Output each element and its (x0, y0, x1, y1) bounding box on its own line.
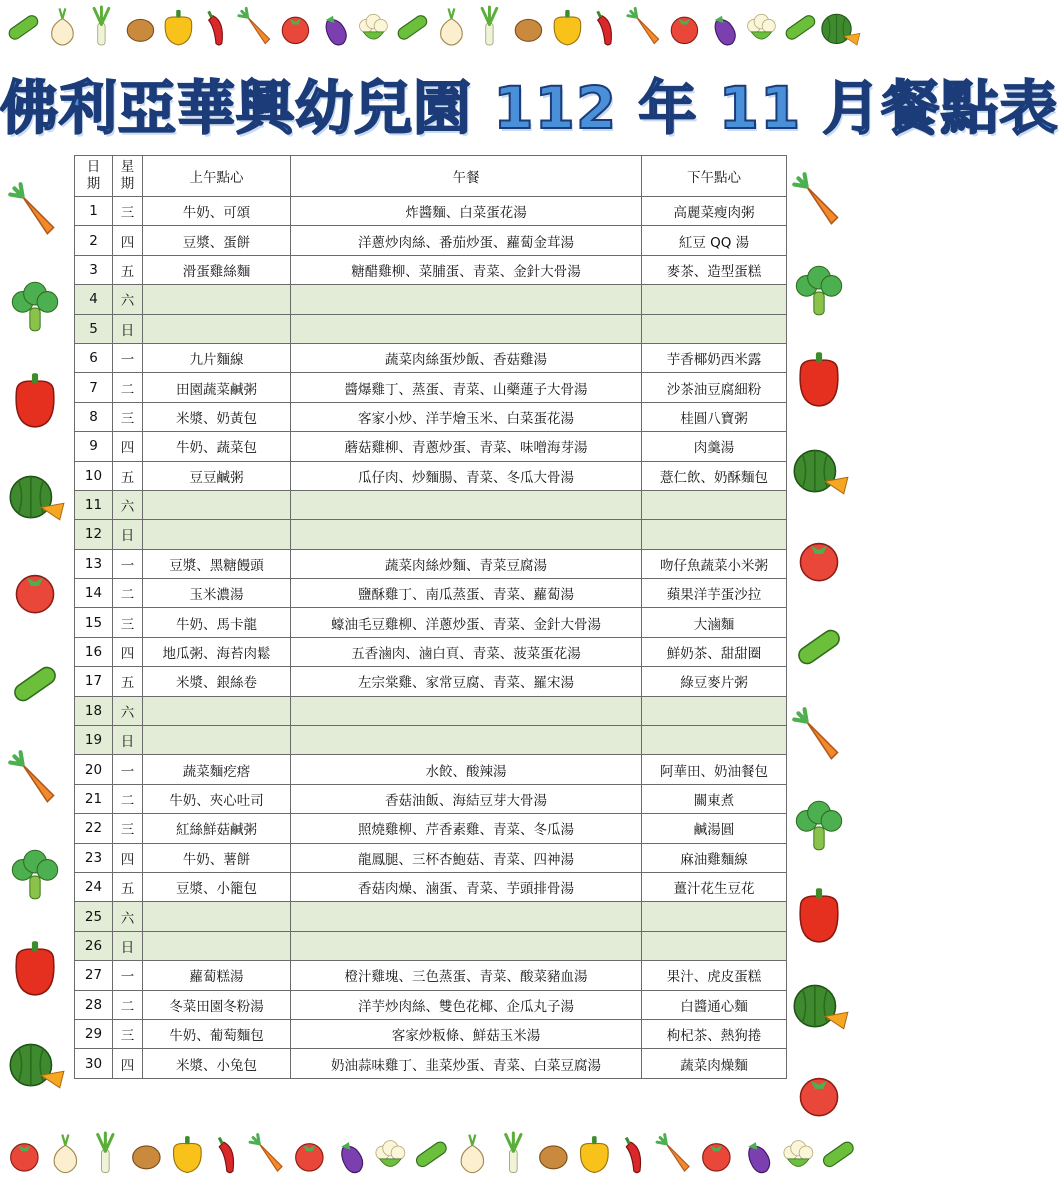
lunch-cell (291, 726, 642, 755)
lunch-cell: 香菇肉燥、滷蛋、青菜、芋頭排骨湯 (291, 872, 642, 901)
tomato-icon (786, 1060, 856, 1130)
lunch-cell: 鹽酥雞丁、南瓜蒸蛋、青菜、蘿蔔湯 (291, 579, 642, 608)
table-row (75, 490, 787, 519)
weekday-cell: 三 (113, 608, 143, 637)
morning-snack-cell (143, 726, 291, 755)
table-row (75, 549, 787, 578)
morning-snack-cell: 豆漿、小籠包 (143, 872, 291, 901)
weekday-cell: 一 (113, 961, 143, 990)
lunch-cell: 橙汁雞塊、三色蒸蛋、青菜、酸菜豬血湯 (291, 961, 642, 990)
weekday-cell: 一 (113, 549, 143, 578)
morning-snack-cell: 米漿、奶黃包 (143, 402, 291, 431)
lunch-cell (291, 902, 642, 931)
lunch-cell: 炸醬麵、白菜蛋花湯 (291, 197, 642, 226)
weekday-cell: 六 (113, 490, 143, 519)
morning-snack-cell: 滑蛋雞絲麵 (143, 255, 291, 284)
table-row (75, 667, 787, 696)
table-row (75, 726, 787, 755)
weekday-cell: 五 (113, 255, 143, 284)
carrot-icon (786, 168, 856, 238)
pumpkin-icon (2, 462, 72, 532)
pumpkin-icon (786, 971, 856, 1041)
date-cell: 10 (75, 461, 113, 490)
date-cell: 4 (75, 285, 113, 314)
date-cell: 11 (75, 490, 113, 519)
table-row (75, 814, 787, 843)
afternoon-snack-cell (642, 902, 787, 931)
table-row (75, 432, 787, 461)
date-cell: 6 (75, 343, 113, 372)
cucumber-icon (786, 614, 856, 684)
weekday-cell: 六 (113, 902, 143, 931)
weekday-cell: 五 (113, 667, 143, 696)
red-pepper-icon (2, 935, 72, 1005)
carrot-icon (2, 178, 72, 248)
morning-snack-cell: 地瓜粥、海苔肉鬆 (143, 637, 291, 666)
weekday-cell: 四 (113, 1049, 143, 1078)
weekday-cell: 五 (113, 872, 143, 901)
weekday-cell: 六 (113, 285, 143, 314)
table-row (75, 931, 787, 960)
afternoon-snack-cell: 綠豆麥片粥 (642, 667, 787, 696)
bottom-vegetable-border (0, 1126, 855, 1198)
header-lunch: 午餐 (291, 156, 642, 197)
afternoon-snack-cell: 鮮奶茶、甜甜圈 (642, 637, 787, 666)
morning-snack-cell: 豆漿、黑糖饅頭 (143, 549, 291, 578)
lunch-cell (291, 285, 642, 314)
weekday-cell: 四 (113, 843, 143, 872)
weekday-cell: 四 (113, 432, 143, 461)
date-cell: 19 (75, 726, 113, 755)
weekday-cell: 六 (113, 696, 143, 725)
lunch-cell: 瓜仔肉、炒麵腸、青菜、冬瓜大骨湯 (291, 461, 642, 490)
table-row (75, 197, 787, 226)
header-morning-snack: 上午點心 (143, 156, 291, 197)
date-cell: 21 (75, 784, 113, 813)
weekday-cell: 三 (113, 402, 143, 431)
afternoon-snack-cell: 芋香椰奶西米露 (642, 343, 787, 372)
afternoon-snack-cell (642, 520, 787, 549)
morning-snack-cell: 蔬菜麵疙瘩 (143, 755, 291, 784)
weekday-cell: 日 (113, 314, 143, 343)
lunch-cell: 醬爆雞丁、蒸蛋、青菜、山藥蓮子大骨湯 (291, 373, 642, 402)
weekday-cell: 五 (113, 461, 143, 490)
tomato-icon (2, 557, 72, 627)
carrot-icon (786, 703, 856, 773)
afternoon-snack-cell: 吻仔魚蔬菜小米粥 (642, 549, 787, 578)
date-cell: 7 (75, 373, 113, 402)
weekday-cell: 一 (113, 755, 143, 784)
table-row (75, 843, 787, 872)
afternoon-snack-cell (642, 726, 787, 755)
table-row (75, 226, 787, 255)
weekday-cell: 二 (113, 373, 143, 402)
morning-snack-cell: 牛奶、葡萄麵包 (143, 1019, 291, 1048)
table-row (75, 285, 787, 314)
date-cell: 18 (75, 696, 113, 725)
page-title: 佛利亞華興幼兒園 112 年 11 月餐點表 (0, 74, 1059, 142)
table-row (75, 755, 787, 784)
header-date: 日 期 (75, 156, 113, 197)
lunch-cell: 左宗棠雞、家常豆腐、青菜、羅宋湯 (291, 667, 642, 696)
morning-snack-cell: 紅絲鮮菇鹹粥 (143, 814, 291, 843)
table-row (75, 373, 787, 402)
table-row (75, 579, 787, 608)
lunch-cell: 洋蔥炒肉絲、番茄炒蛋、蘿蔔金茸湯 (291, 226, 642, 255)
lunch-cell: 水餃、酸辣湯 (291, 755, 642, 784)
weekday-cell: 三 (113, 814, 143, 843)
afternoon-snack-cell: 蘋果洋芋蛋沙拉 (642, 579, 787, 608)
date-cell: 30 (75, 1049, 113, 1078)
weekday-cell: 二 (113, 579, 143, 608)
date-cell: 28 (75, 990, 113, 1019)
table-row (75, 961, 787, 990)
afternoon-snack-cell: 果汁、虎皮蛋糕 (642, 961, 787, 990)
morning-snack-cell: 冬菜田園冬粉湯 (143, 990, 291, 1019)
weekday-cell: 四 (113, 637, 143, 666)
table-row (75, 1019, 787, 1048)
date-cell: 16 (75, 637, 113, 666)
afternoon-snack-cell (642, 314, 787, 343)
pumpkin-icon (816, 4, 863, 55)
afternoon-snack-cell: 大滷麵 (642, 608, 787, 637)
afternoon-snack-cell: 關東煮 (642, 784, 787, 813)
red-pepper-icon (2, 367, 72, 437)
table-row (75, 637, 787, 666)
morning-snack-cell: 田園蔬菜鹹粥 (143, 373, 291, 402)
pumpkin-icon (786, 436, 856, 506)
table-row (75, 1049, 787, 1078)
pumpkin-icon (2, 1030, 72, 1100)
afternoon-snack-cell: 白醬通心麵 (642, 990, 787, 1019)
morning-snack-cell: 玉米濃湯 (143, 579, 291, 608)
table-row (75, 696, 787, 725)
afternoon-snack-cell: 薏仁飲、奶酥麵包 (642, 461, 787, 490)
table-row (75, 872, 787, 901)
table-row (75, 608, 787, 637)
date-cell: 2 (75, 226, 113, 255)
lunch-cell: 客家小炒、洋芋燴玉米、白菜蛋花湯 (291, 402, 642, 431)
date-cell: 14 (75, 579, 113, 608)
lunch-cell: 客家炒粄條、鮮菇玉米湯 (291, 1019, 642, 1048)
date-cell: 9 (75, 432, 113, 461)
lunch-cell: 香菇油飯、海結豆芽大骨湯 (291, 784, 642, 813)
lunch-cell (291, 520, 642, 549)
afternoon-snack-cell: 紅豆 QQ 湯 (642, 226, 787, 255)
morning-snack-cell (143, 285, 291, 314)
date-cell: 17 (75, 667, 113, 696)
date-cell: 27 (75, 961, 113, 990)
table-header-row (75, 156, 787, 197)
weekday-cell: 四 (113, 226, 143, 255)
afternoon-snack-cell: 薑汁花生豆花 (642, 872, 787, 901)
weekday-cell: 日 (113, 726, 143, 755)
weekday-cell: 二 (113, 990, 143, 1019)
cucumber-icon (2, 651, 72, 721)
header-weekday: 星 期 (113, 156, 143, 197)
morning-snack-cell (143, 520, 291, 549)
morning-snack-cell (143, 490, 291, 519)
weekday-cell: 三 (113, 1019, 143, 1048)
weekday-cell: 三 (113, 197, 143, 226)
date-cell: 29 (75, 1019, 113, 1048)
lunch-cell: 照燒雞柳、芹香素雞、青菜、冬瓜湯 (291, 814, 642, 843)
morning-snack-cell: 蘿蔔糕湯 (143, 961, 291, 990)
date-cell: 1 (75, 197, 113, 226)
date-cell: 26 (75, 931, 113, 960)
lunch-cell: 糖醋雞柳、菜脯蛋、青菜、金針大骨湯 (291, 255, 642, 284)
header-afternoon-snack: 下午點心 (642, 156, 787, 197)
afternoon-snack-cell (642, 696, 787, 725)
lunch-cell: 龍鳳腿、三杯杏鮑菇、青菜、四神湯 (291, 843, 642, 872)
table-row (75, 461, 787, 490)
weekday-cell: 二 (113, 784, 143, 813)
date-cell: 15 (75, 608, 113, 637)
lunch-cell: 奶油蒜味雞丁、韭菜炒蛋、青菜、白菜豆腐湯 (291, 1049, 642, 1078)
meal-table-body (75, 197, 787, 1079)
lunch-cell: 蠔油毛豆雞柳、洋蔥炒蛋、青菜、金針大骨湯 (291, 608, 642, 637)
lunch-cell: 五香滷肉、滷白頁、青菜、菠菜蛋花湯 (291, 637, 642, 666)
date-cell: 8 (75, 402, 113, 431)
afternoon-snack-cell (642, 490, 787, 519)
morning-snack-cell: 牛奶、馬卡龍 (143, 608, 291, 637)
broccoli-icon (2, 273, 72, 343)
afternoon-snack-cell: 蔬菜肉燥麵 (642, 1049, 787, 1078)
broccoli-icon (786, 257, 856, 327)
table-row (75, 314, 787, 343)
weekday-cell: 一 (113, 343, 143, 372)
table-row (75, 784, 787, 813)
tomato-icon (786, 525, 856, 595)
afternoon-snack-cell: 沙茶油豆腐細粉 (642, 373, 787, 402)
meal-table (74, 155, 787, 1079)
morning-snack-cell: 米漿、小兔包 (143, 1049, 291, 1078)
broccoli-icon (2, 841, 72, 911)
afternoon-snack-cell: 麥茶、造型蛋糕 (642, 255, 787, 284)
table-row (75, 990, 787, 1019)
morning-snack-cell: 九片麵線 (143, 343, 291, 372)
morning-snack-cell: 豆豆鹹粥 (143, 461, 291, 490)
afternoon-snack-cell: 枸杞茶、熱狗捲 (642, 1019, 787, 1048)
afternoon-snack-cell: 桂圓八寶粥 (642, 402, 787, 431)
lunch-cell: 蘑菇雞柳、青蔥炒蛋、青菜、味噌海芽湯 (291, 432, 642, 461)
morning-snack-cell: 牛奶、可頌 (143, 197, 291, 226)
lunch-cell (291, 314, 642, 343)
lunch-cell (291, 490, 642, 519)
afternoon-snack-cell: 阿華田、奶油餐包 (642, 755, 787, 784)
afternoon-snack-cell: 高麗菜瘦肉粥 (642, 197, 787, 226)
afternoon-snack-cell: 肉羹湯 (642, 432, 787, 461)
morning-snack-cell: 豆漿、蛋餅 (143, 226, 291, 255)
afternoon-snack-cell (642, 931, 787, 960)
morning-snack-cell (143, 314, 291, 343)
date-cell: 20 (75, 755, 113, 784)
carrot-icon (2, 746, 72, 816)
red-pepper-icon (786, 346, 856, 416)
afternoon-snack-cell (642, 285, 787, 314)
morning-snack-cell: 牛奶、夾心吐司 (143, 784, 291, 813)
lunch-cell: 洋芋炒肉絲、雙色花椰、企瓜丸子湯 (291, 990, 642, 1019)
morning-snack-cell: 米漿、銀絲卷 (143, 667, 291, 696)
cucumber-icon (814, 1130, 863, 1183)
broccoli-icon (786, 792, 856, 862)
morning-snack-cell: 牛奶、蔬菜包 (143, 432, 291, 461)
table-row (75, 902, 787, 931)
lunch-cell: 蔬菜肉絲蛋炒飯、香菇雞湯 (291, 343, 642, 372)
table-row (75, 255, 787, 284)
table-row (75, 343, 787, 372)
weekday-cell: 日 (113, 931, 143, 960)
morning-snack-cell (143, 696, 291, 725)
table-row (75, 520, 787, 549)
weekday-cell: 日 (113, 520, 143, 549)
date-cell: 3 (75, 255, 113, 284)
date-cell: 23 (75, 843, 113, 872)
lunch-cell: 蔬菜肉絲炒麵、青菜豆腐湯 (291, 549, 642, 578)
morning-snack-cell (143, 931, 291, 960)
lunch-cell (291, 696, 642, 725)
date-cell: 13 (75, 549, 113, 578)
morning-snack-cell (143, 902, 291, 931)
date-cell: 12 (75, 520, 113, 549)
lunch-cell (291, 931, 642, 960)
morning-snack-cell: 牛奶、薯餅 (143, 843, 291, 872)
date-cell: 25 (75, 902, 113, 931)
afternoon-snack-cell: 麻油雞麵線 (642, 843, 787, 872)
afternoon-snack-cell: 鹹湯圓 (642, 814, 787, 843)
table-row (75, 402, 787, 431)
red-pepper-icon (786, 882, 856, 952)
date-cell: 5 (75, 314, 113, 343)
date-cell: 22 (75, 814, 113, 843)
date-cell: 24 (75, 872, 113, 901)
